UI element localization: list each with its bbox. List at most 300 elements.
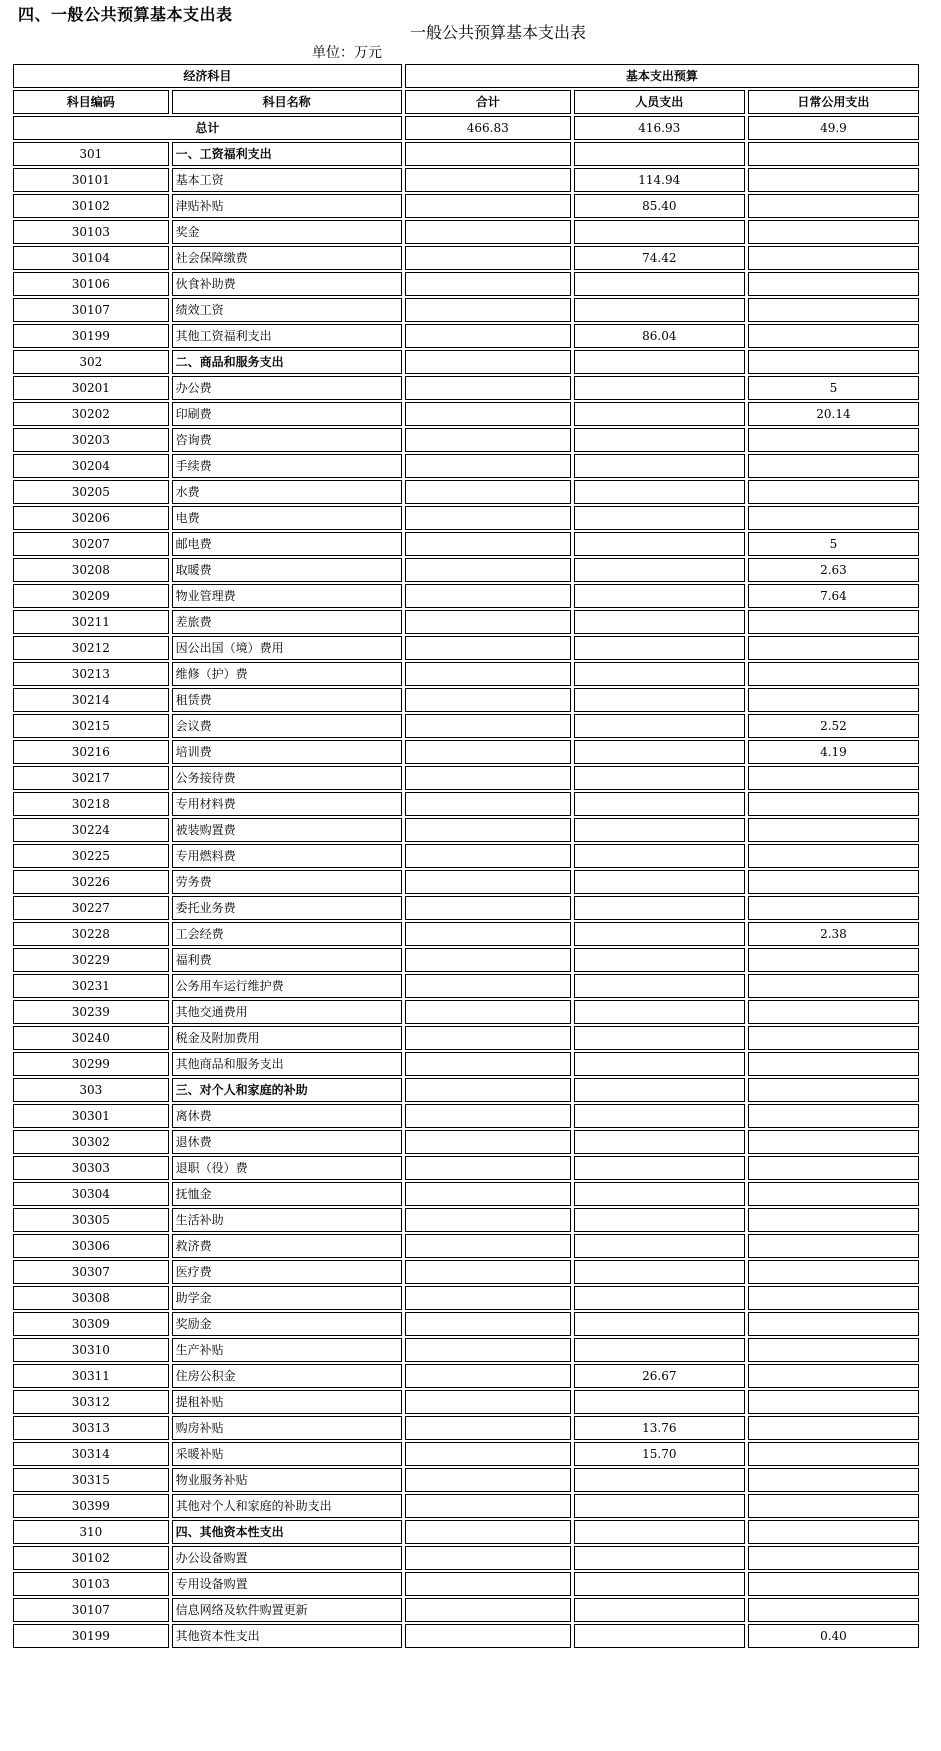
table-row — [13, 402, 919, 426]
table-row — [13, 506, 919, 530]
row-personnel — [574, 376, 745, 400]
row-public — [748, 1260, 919, 1284]
row-code: 30227 — [13, 896, 169, 920]
row-total — [405, 1312, 571, 1336]
row-personnel — [574, 974, 745, 998]
row-personnel — [574, 1078, 745, 1102]
row-code: 30101 — [13, 168, 169, 192]
row-personnel: 15.70 — [574, 1442, 745, 1466]
row-personnel — [574, 1026, 745, 1050]
row-personnel — [574, 922, 745, 946]
row-total — [405, 324, 571, 348]
table-row — [13, 1338, 919, 1362]
total-public: 49.9 — [748, 116, 919, 140]
table-row — [13, 662, 919, 686]
row-personnel — [574, 792, 745, 816]
row-code: 30399 — [13, 1494, 169, 1518]
row-personnel — [574, 506, 745, 530]
row-total — [405, 350, 571, 374]
row-total — [405, 272, 571, 296]
row-public — [748, 1182, 919, 1206]
table-row — [13, 1494, 919, 1518]
row-code: 30218 — [13, 792, 169, 816]
row-public — [748, 1494, 919, 1518]
row-personnel — [574, 1052, 745, 1076]
row-name: 一、工资福利支出 — [172, 142, 402, 166]
row-personnel: 26.67 — [574, 1364, 745, 1388]
row-personnel — [574, 298, 745, 322]
row-name: 基本工资 — [172, 168, 402, 192]
row-code: 30217 — [13, 766, 169, 790]
row-public — [748, 1104, 919, 1128]
row-name: 医疗费 — [172, 1260, 402, 1284]
header-group-row — [13, 64, 919, 88]
row-code: 30104 — [13, 246, 169, 270]
budget-table — [10, 62, 922, 1650]
row-personnel — [574, 740, 745, 764]
row-public — [748, 1052, 919, 1076]
table-row — [13, 1260, 919, 1284]
row-total — [405, 1104, 571, 1128]
table-row — [13, 896, 919, 920]
table-row — [13, 1156, 919, 1180]
row-personnel — [574, 1000, 745, 1024]
row-personnel — [574, 688, 745, 712]
row-public — [748, 1286, 919, 1310]
row-code: 30307 — [13, 1260, 169, 1284]
header-economic-subject: 经济科目 — [13, 64, 402, 88]
table-row — [13, 1572, 919, 1596]
row-total — [405, 506, 571, 530]
row-code: 30224 — [13, 818, 169, 842]
row-total — [405, 428, 571, 452]
header-total: 合计 — [405, 90, 571, 114]
row-public — [748, 1364, 919, 1388]
header-basic-budget: 基本支出预算 — [405, 64, 919, 88]
table-row — [13, 1182, 919, 1206]
row-name: 培训费 — [172, 740, 402, 764]
row-public — [748, 1520, 919, 1544]
table-row — [13, 1104, 919, 1128]
row-name: 伙食补助费 — [172, 272, 402, 296]
row-total — [405, 584, 571, 608]
row-name: 公务用车运行维护费 — [172, 974, 402, 998]
row-personnel — [574, 714, 745, 738]
row-code: 30201 — [13, 376, 169, 400]
row-name: 咨询费 — [172, 428, 402, 452]
table-row — [13, 688, 919, 712]
row-public — [748, 350, 919, 374]
table-row — [13, 636, 919, 660]
row-personnel — [574, 636, 745, 660]
row-public — [748, 948, 919, 972]
row-total — [405, 766, 571, 790]
row-code: 30204 — [13, 454, 169, 478]
row-total — [405, 948, 571, 972]
row-public — [748, 1208, 919, 1232]
table-row — [13, 1598, 919, 1622]
row-public — [748, 1442, 919, 1466]
row-personnel — [574, 1260, 745, 1284]
row-public — [748, 454, 919, 478]
row-total — [405, 844, 571, 868]
header-code: 科目编码 — [13, 90, 169, 114]
row-total — [405, 558, 571, 582]
row-total — [405, 1156, 571, 1180]
row-public — [748, 142, 919, 166]
row-personnel: 114.94 — [574, 168, 745, 192]
row-code: 30303 — [13, 1156, 169, 1180]
row-code: 30206 — [13, 506, 169, 530]
row-name: 电费 — [172, 506, 402, 530]
row-name: 退休费 — [172, 1130, 402, 1154]
row-code: 30199 — [13, 1624, 169, 1648]
row-name: 住房公积金 — [172, 1364, 402, 1388]
row-public — [748, 1572, 919, 1596]
row-personnel — [574, 1572, 745, 1596]
row-name: 退职（役）费 — [172, 1156, 402, 1180]
row-name: 印刷费 — [172, 402, 402, 426]
row-personnel — [574, 662, 745, 686]
row-total — [405, 1572, 571, 1596]
table-row — [13, 974, 919, 998]
row-total — [405, 1260, 571, 1284]
row-name: 水费 — [172, 480, 402, 504]
row-total — [405, 402, 571, 426]
row-personnel — [574, 870, 745, 894]
row-public — [748, 870, 919, 894]
row-name: 四、其他资本性支出 — [172, 1520, 402, 1544]
row-code: 30229 — [13, 948, 169, 972]
header-personnel: 人员支出 — [574, 90, 745, 114]
row-code: 30212 — [13, 636, 169, 660]
row-code: 30312 — [13, 1390, 169, 1414]
row-name: 福利费 — [172, 948, 402, 972]
total-label: 总计 — [13, 116, 402, 140]
row-total — [405, 1624, 571, 1648]
row-code: 303 — [13, 1078, 169, 1102]
unit-label: 单位：万元 — [312, 45, 382, 61]
row-code: 30102 — [13, 194, 169, 218]
row-name: 信息网络及软件购置更新 — [172, 1598, 402, 1622]
row-total — [405, 1182, 571, 1206]
row-total — [405, 792, 571, 816]
table-row — [13, 1546, 919, 1570]
row-public — [748, 272, 919, 296]
row-name: 奖励金 — [172, 1312, 402, 1336]
row-name: 维修（护）费 — [172, 662, 402, 686]
row-total — [405, 1286, 571, 1310]
row-name: 其他工资福利支出 — [172, 324, 402, 348]
row-public — [748, 766, 919, 790]
row-code: 30304 — [13, 1182, 169, 1206]
row-public — [748, 298, 919, 322]
row-name: 购房补贴 — [172, 1416, 402, 1440]
row-total — [405, 740, 571, 764]
row-public — [748, 792, 919, 816]
row-public — [748, 428, 919, 452]
row-total — [405, 1338, 571, 1362]
row-public — [748, 1078, 919, 1102]
row-personnel — [574, 142, 745, 166]
row-total — [405, 1546, 571, 1570]
row-personnel — [574, 1208, 745, 1232]
row-personnel — [574, 766, 745, 790]
row-total — [405, 1416, 571, 1440]
row-personnel — [574, 584, 745, 608]
row-code: 30202 — [13, 402, 169, 426]
row-name: 其他对个人和家庭的补助支出 — [172, 1494, 402, 1518]
row-code: 30211 — [13, 610, 169, 634]
row-name: 专用材料费 — [172, 792, 402, 816]
table-row — [13, 1208, 919, 1232]
row-personnel — [574, 896, 745, 920]
row-public: 2.63 — [748, 558, 919, 582]
row-public — [748, 844, 919, 868]
row-name: 税金及附加费用 — [172, 1026, 402, 1050]
row-code: 30315 — [13, 1468, 169, 1492]
row-public — [748, 1416, 919, 1440]
row-code: 30102 — [13, 1546, 169, 1570]
row-code: 30216 — [13, 740, 169, 764]
row-name: 津贴补贴 — [172, 194, 402, 218]
header-name: 科目名称 — [172, 90, 402, 114]
section-title: 四、一般公共预算基本支出表 — [18, 5, 233, 24]
row-name: 抚恤金 — [172, 1182, 402, 1206]
row-total — [405, 896, 571, 920]
total-personnel: 416.93 — [574, 116, 745, 140]
row-personnel — [574, 350, 745, 374]
row-total — [405, 1390, 571, 1414]
row-total — [405, 662, 571, 686]
row-public — [748, 194, 919, 218]
row-personnel — [574, 1156, 745, 1180]
row-public — [748, 1390, 919, 1414]
row-code: 30226 — [13, 870, 169, 894]
row-public — [748, 324, 919, 348]
row-total — [405, 1208, 571, 1232]
row-name: 二、商品和服务支出 — [172, 350, 402, 374]
row-total — [405, 480, 571, 504]
row-public — [748, 246, 919, 270]
row-personnel — [574, 558, 745, 582]
row-name: 工会经费 — [172, 922, 402, 946]
total-total: 466.83 — [405, 116, 571, 140]
table-row — [13, 1468, 919, 1492]
table-row — [13, 1234, 919, 1258]
row-personnel — [574, 402, 745, 426]
row-name: 生活补助 — [172, 1208, 402, 1232]
row-name: 劳务费 — [172, 870, 402, 894]
table-row — [13, 792, 919, 816]
row-name: 其他商品和服务支出 — [172, 1052, 402, 1076]
header-column-row — [13, 90, 919, 114]
row-name: 公务接待费 — [172, 766, 402, 790]
row-code: 30301 — [13, 1104, 169, 1128]
row-public: 20.14 — [748, 402, 919, 426]
row-total — [405, 194, 571, 218]
table-row — [13, 922, 919, 946]
row-name: 取暖费 — [172, 558, 402, 582]
row-name: 专用设备购置 — [172, 1572, 402, 1596]
table-row — [13, 168, 919, 192]
row-name: 提租补贴 — [172, 1390, 402, 1414]
table-row — [13, 1000, 919, 1024]
row-personnel — [574, 1104, 745, 1128]
row-public — [748, 1156, 919, 1180]
row-personnel — [574, 1520, 745, 1544]
row-total — [405, 454, 571, 478]
row-code: 30305 — [13, 1208, 169, 1232]
row-personnel — [574, 844, 745, 868]
row-public — [748, 1312, 919, 1336]
table-row — [13, 714, 919, 738]
row-public — [748, 818, 919, 842]
row-name: 因公出国（境）费用 — [172, 636, 402, 660]
table-row — [13, 1026, 919, 1050]
row-personnel — [574, 1624, 745, 1648]
row-code: 30205 — [13, 480, 169, 504]
row-total — [405, 1078, 571, 1102]
row-total — [405, 1234, 571, 1258]
row-total — [405, 532, 571, 556]
row-personnel: 13.76 — [574, 1416, 745, 1440]
table-row — [13, 610, 919, 634]
total-row — [13, 116, 919, 140]
row-code: 30308 — [13, 1286, 169, 1310]
row-personnel — [574, 1130, 745, 1154]
row-total — [405, 220, 571, 244]
row-public — [748, 1468, 919, 1492]
row-public — [748, 220, 919, 244]
row-personnel — [574, 1338, 745, 1362]
row-public — [748, 636, 919, 660]
row-personnel — [574, 480, 745, 504]
row-total — [405, 1494, 571, 1518]
row-personnel — [574, 220, 745, 244]
row-personnel — [574, 532, 745, 556]
row-public — [748, 1026, 919, 1050]
row-total — [405, 1130, 571, 1154]
table-row — [13, 142, 919, 166]
row-total — [405, 168, 571, 192]
row-code: 30225 — [13, 844, 169, 868]
row-public — [748, 1598, 919, 1622]
row-code: 30302 — [13, 1130, 169, 1154]
row-public: 5 — [748, 532, 919, 556]
table-row — [13, 324, 919, 348]
row-public — [748, 168, 919, 192]
table-row — [13, 220, 919, 244]
table-row — [13, 1078, 919, 1102]
table-title: 一般公共预算基本支出表 — [410, 23, 587, 42]
row-total — [405, 1052, 571, 1076]
row-total — [405, 974, 571, 998]
row-personnel: 74.42 — [574, 246, 745, 270]
row-total — [405, 376, 571, 400]
row-code: 30228 — [13, 922, 169, 946]
row-public — [748, 662, 919, 686]
row-code: 30207 — [13, 532, 169, 556]
row-name: 会议费 — [172, 714, 402, 738]
row-personnel — [574, 1598, 745, 1622]
row-public — [748, 1338, 919, 1362]
row-public — [748, 688, 919, 712]
row-public — [748, 1546, 919, 1570]
row-personnel — [574, 948, 745, 972]
row-code: 30106 — [13, 272, 169, 296]
row-code: 30299 — [13, 1052, 169, 1076]
row-name: 手续费 — [172, 454, 402, 478]
row-public: 2.52 — [748, 714, 919, 738]
row-total — [405, 610, 571, 634]
row-code: 30314 — [13, 1442, 169, 1466]
table-row — [13, 1364, 919, 1388]
row-name: 被装购置费 — [172, 818, 402, 842]
row-code: 30306 — [13, 1234, 169, 1258]
table-row — [13, 1130, 919, 1154]
row-personnel — [574, 1182, 745, 1206]
row-name: 物业管理费 — [172, 584, 402, 608]
row-code: 30311 — [13, 1364, 169, 1388]
row-total — [405, 298, 571, 322]
row-name: 办公设备购置 — [172, 1546, 402, 1570]
row-personnel — [574, 1286, 745, 1310]
row-code: 30309 — [13, 1312, 169, 1336]
row-code: 301 — [13, 142, 169, 166]
row-personnel — [574, 818, 745, 842]
table-row — [13, 246, 919, 270]
table-row — [13, 818, 919, 842]
row-name: 租赁费 — [172, 688, 402, 712]
row-total — [405, 636, 571, 660]
row-code: 30199 — [13, 324, 169, 348]
row-code: 30107 — [13, 298, 169, 322]
row-name: 奖金 — [172, 220, 402, 244]
table-row — [13, 194, 919, 218]
row-name: 办公费 — [172, 376, 402, 400]
table-row — [13, 844, 919, 868]
table-row — [13, 558, 919, 582]
row-personnel — [574, 1494, 745, 1518]
row-personnel — [574, 1390, 745, 1414]
row-code: 30215 — [13, 714, 169, 738]
row-total — [405, 1026, 571, 1050]
row-name: 助学金 — [172, 1286, 402, 1310]
row-total — [405, 1442, 571, 1466]
table-row — [13, 1520, 919, 1544]
table-row — [13, 376, 919, 400]
row-name: 差旅费 — [172, 610, 402, 634]
row-public — [748, 506, 919, 530]
row-total — [405, 922, 571, 946]
table-row — [13, 740, 919, 764]
table-row — [13, 272, 919, 296]
header-public: 日常公用支出 — [748, 90, 919, 114]
row-personnel — [574, 1468, 745, 1492]
row-public — [748, 974, 919, 998]
row-personnel: 86.04 — [574, 324, 745, 348]
row-name: 委托业务费 — [172, 896, 402, 920]
row-public — [748, 610, 919, 634]
row-code: 30240 — [13, 1026, 169, 1050]
row-name: 其他交通费用 — [172, 1000, 402, 1024]
row-total — [405, 688, 571, 712]
row-total — [405, 1468, 571, 1492]
row-public — [748, 1000, 919, 1024]
row-public: 7.64 — [748, 584, 919, 608]
table-row — [13, 454, 919, 478]
